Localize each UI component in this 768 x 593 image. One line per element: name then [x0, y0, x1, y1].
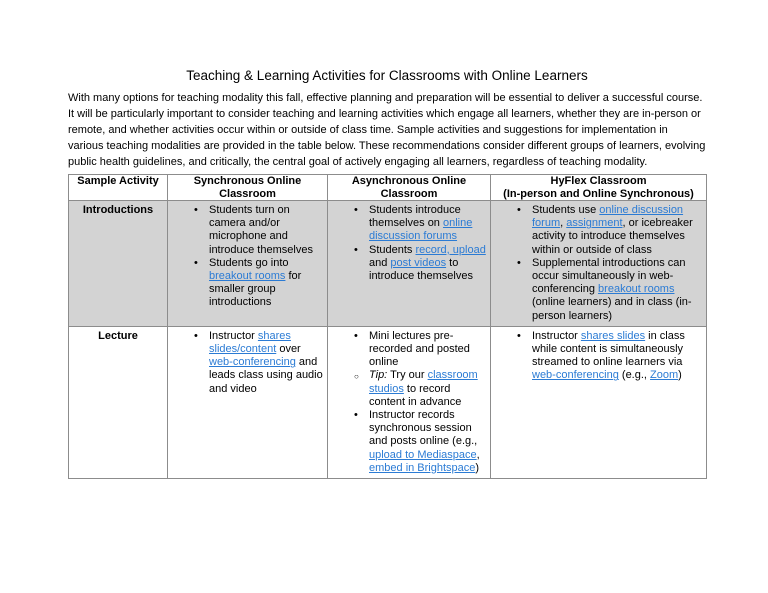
column-header-line: Classroom: [380, 187, 438, 200]
link-zoom[interactable]: Zoom: [650, 369, 679, 382]
link-post-videos[interactable]: post videos: [390, 256, 447, 269]
text-segment: to introduce themselves: [369, 256, 473, 283]
text-segment: ): [475, 461, 480, 474]
link-embed-in-brightspace[interactable]: embed in Brightspace: [369, 461, 476, 474]
header-row: [69, 175, 707, 201]
bullet-marker-icon: •: [354, 409, 358, 422]
text-segment: , or icebreaker activity to introduce themselves within or outside of class: [532, 217, 693, 256]
table-header-row: [69, 175, 707, 201]
bullet-text: [209, 204, 313, 256]
link-shares-slides[interactable]: shares slides: [580, 329, 646, 342]
bullet-item: [328, 369, 487, 409]
column-header: [168, 175, 328, 201]
bullet-marker-icon: •: [517, 256, 521, 269]
text-segment: (online learners) and in class (in-person learners): [532, 296, 692, 322]
bullet-text: [369, 369, 478, 407]
bullet-item: [168, 330, 324, 396]
activity-cell: [491, 201, 707, 327]
text-segment: Supplemental introductions can occur simultaneously in web-conferencing: [532, 256, 686, 296]
link-shares-slides-content[interactable]: shares slides/content: [209, 329, 291, 356]
column-header: [328, 175, 491, 201]
text-segment: Try our: [387, 369, 428, 382]
document-title: Teaching & Learning Activities for Classrooms with Online Learners: [186, 68, 588, 83]
activity-label: Introductions: [69, 201, 168, 327]
text-segment: ): [678, 369, 682, 382]
link-upload-to-mediaspace[interactable]: upload to Mediaspace: [369, 448, 477, 461]
bullet-marker-icon: •: [194, 256, 198, 269]
bullet-text: [532, 330, 685, 382]
circle-marker-icon: ○: [354, 372, 359, 382]
bullet-text: [369, 204, 472, 242]
activity-label: Lecture: [69, 326, 168, 478]
bullet-text: [532, 257, 692, 322]
intro-paragraph: With many options for teaching modality this fall, effective planning and preparation will be essential to deliver a successful course. It will be particularly important to consider teaching and learning activities which engage all learners, whether they are in-person or remote, and whether activities occur within or outside of class time. Sample activities and suggestions for implementation in various teaching modalities are provided in the table below. These recommendations consider different groups of learners, evolving public health guidelines, and critically, the central goal of actively engaging all learners, regardless of teaching modality.: [68, 92, 706, 168]
bullet-item: [491, 204, 703, 257]
bullet-item: [168, 257, 324, 310]
bullet-text: [369, 244, 486, 282]
text-segment: in class while content is simultaneously streamed to online learners via: [532, 329, 685, 369]
activity-cell: [168, 201, 328, 327]
bullet-text: [209, 257, 301, 309]
bullet-item: [328, 409, 487, 475]
bullet-text: [369, 330, 470, 368]
link-assignment[interactable]: assignment: [566, 217, 623, 230]
text-segment: Tip:: [369, 369, 388, 382]
bullet-marker-icon: •: [354, 243, 358, 256]
text-segment: Students introduce themselves on: [369, 204, 461, 230]
bullet-text: [209, 330, 323, 395]
link-web-conferencing[interactable]: web-conferencing: [532, 369, 619, 382]
column-header-line: Asynchronous Online: [351, 175, 467, 187]
bullet-item: [328, 244, 487, 284]
text-segment: Instructor: [209, 329, 258, 342]
text-segment: and: [369, 256, 391, 269]
bullet-marker-icon: •: [517, 204, 521, 216]
text-segment: Mini lectures pre-recorded and posted online: [369, 329, 470, 369]
text-segment: to record content in advance: [369, 382, 462, 408]
column-header-line: Classroom: [219, 187, 276, 200]
text-segment: Instructor records synchronous session and posts online (e.g.,: [369, 409, 478, 448]
text-segment: Students turn on camera and/or microphone and introduce themselves: [209, 204, 313, 256]
column-header-line: (In-person and Online Synchronous): [503, 187, 694, 200]
link-breakout-rooms[interactable]: breakout rooms: [209, 270, 286, 283]
column-header-line: HyFlex Classroom: [550, 175, 647, 187]
text-segment: Students use: [532, 204, 600, 216]
activity-cell: [491, 326, 707, 478]
text-segment: ,: [476, 448, 480, 461]
bullet-item: [328, 204, 487, 244]
text-segment: and leads class using audio and video: [209, 356, 323, 395]
link-classroom-studios[interactable]: classroom studios: [369, 369, 478, 395]
bullet-item: [328, 330, 487, 370]
table-body: [69, 201, 707, 479]
bullet-marker-icon: •: [194, 329, 198, 342]
bullet-marker-icon: •: [354, 204, 358, 216]
activity-cell: [168, 326, 328, 478]
column-header: [69, 175, 168, 201]
activity-cell: [328, 201, 491, 327]
link-online-discussion-forum[interactable]: online discussion forum: [532, 204, 684, 230]
link-record-upload[interactable]: record, upload: [415, 243, 486, 256]
table-row: [69, 326, 707, 478]
bullet-item: [168, 204, 324, 257]
bullet-text: [532, 204, 693, 256]
activities-table: [68, 174, 707, 479]
link-online-discussion-forums[interactable]: online discussion forums: [369, 217, 473, 243]
text-segment: Students go into: [209, 256, 289, 269]
column-header: [491, 175, 707, 201]
text-segment: for smaller group introductions: [209, 270, 302, 309]
bullet-text: [369, 409, 480, 474]
text-segment: (e.g.,: [618, 369, 651, 382]
link-web-conferencing[interactable]: web-conferencing: [209, 356, 296, 369]
bullet-item: [491, 257, 703, 323]
bullet-marker-icon: •: [517, 329, 521, 342]
table-row: [69, 201, 707, 327]
text-segment: ,: [560, 217, 567, 230]
column-header-line: Sample Activity: [77, 175, 159, 187]
link-breakout-rooms[interactable]: breakout rooms: [598, 283, 675, 296]
column-header-line: Synchronous Online: [193, 175, 302, 187]
bullet-item: [491, 330, 703, 383]
text-segment: over: [276, 343, 301, 356]
text-segment: Instructor: [532, 329, 581, 342]
bullet-marker-icon: •: [354, 329, 358, 342]
activity-cell: [328, 326, 491, 478]
text-segment: Students: [369, 243, 416, 256]
bullet-marker-icon: •: [194, 204, 198, 216]
